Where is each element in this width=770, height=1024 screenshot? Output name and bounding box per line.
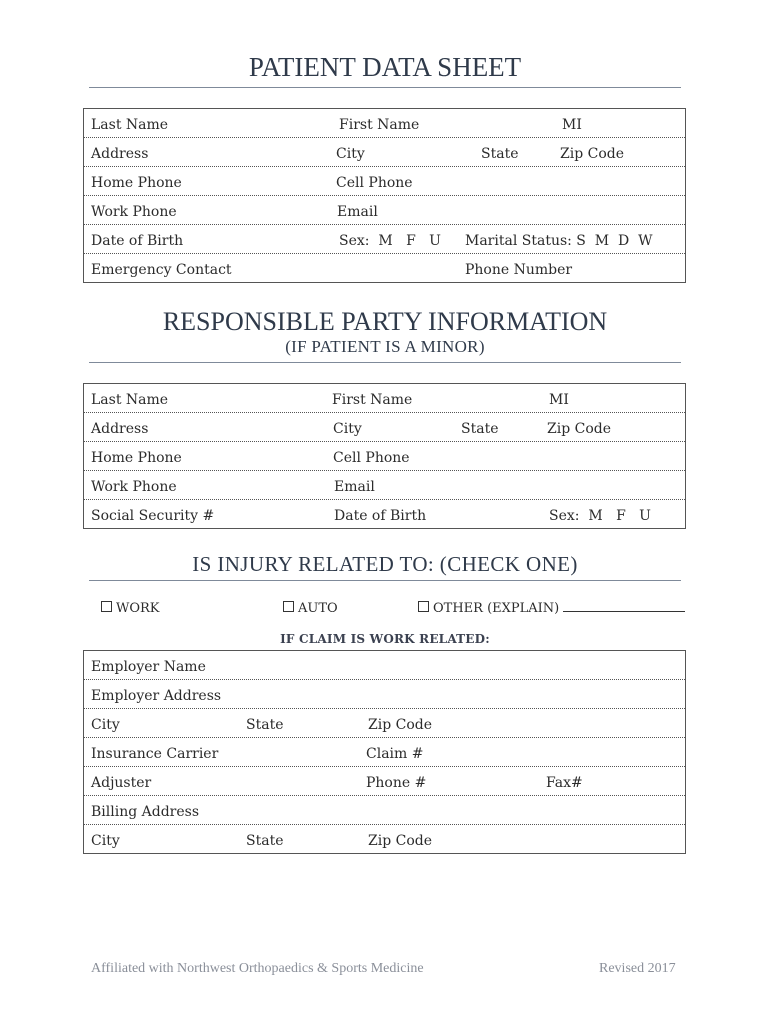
home-phone-field[interactable]: Home Phone [91, 175, 182, 191]
state-field[interactable]: State [481, 146, 519, 162]
rp-cell-phone-field[interactable]: Cell Phone [333, 450, 410, 466]
employer-zip-code-field[interactable]: Zip Code [368, 717, 433, 733]
employer-city-field[interactable]: City [91, 717, 120, 733]
employer-name-field[interactable]: Employer Name [91, 659, 206, 675]
form-row [84, 413, 685, 442]
form-row [84, 825, 685, 853]
title-divider [89, 362, 681, 363]
form-row [84, 196, 685, 225]
responsible-section-subtitle: (IF PATIENT IS A MINOR) [285, 337, 485, 356]
rp-home-phone-field[interactable]: Home Phone [91, 450, 182, 466]
rp-zip-code-field[interactable]: Zip Code [547, 421, 612, 437]
sex-field[interactable]: Sex: M F U [339, 233, 441, 249]
form-row [84, 738, 685, 767]
adjuster-field[interactable]: Adjuster [91, 775, 152, 791]
rp-date-of-birth-field[interactable]: Date of Birth [334, 508, 427, 524]
form-row [84, 709, 685, 738]
responsible-section-title: RESPONSIBLE PARTY INFORMATION [162, 307, 608, 336]
rp-state-field[interactable]: State [461, 421, 499, 437]
work-phone-field[interactable]: Work Phone [91, 204, 177, 220]
emergency-phone-field[interactable]: Phone Number [465, 262, 573, 278]
middle-initial-field[interactable]: MI [562, 117, 582, 133]
form-row [84, 767, 685, 796]
rp-middle-initial-field[interactable]: MI [549, 392, 569, 408]
work-option-label: WORK [116, 601, 160, 616]
form-row [84, 680, 685, 709]
form-row [84, 500, 685, 528]
city-field[interactable]: City [336, 146, 365, 162]
other-explain-line[interactable] [563, 601, 685, 612]
adjuster-phone-field[interactable]: Phone # [366, 775, 427, 791]
form-row [84, 254, 685, 282]
cell-phone-field[interactable]: Cell Phone [336, 175, 413, 191]
work-option[interactable] [101, 601, 160, 616]
form-row [84, 471, 685, 500]
rp-last-name-field[interactable]: Last Name [91, 392, 169, 408]
billing-address-field[interactable]: Billing Address [91, 804, 200, 820]
form-row [84, 384, 685, 413]
first-name-field[interactable]: First Name [339, 117, 420, 133]
emergency-contact-field[interactable]: Emergency Contact [91, 262, 232, 278]
form-row [84, 225, 685, 254]
title-divider [89, 580, 681, 581]
other-checkbox[interactable] [418, 601, 429, 612]
employer-state-field[interactable]: State [246, 717, 284, 733]
affiliation-footer: Affiliated with Northwest Orthopaedics & Sports Medicine [91, 961, 424, 976]
zip-code-field[interactable]: Zip Code [560, 146, 625, 162]
billing-city-field[interactable]: City [91, 833, 120, 849]
billing-state-field[interactable]: State [246, 833, 284, 849]
injury-section-title: IS INJURY RELATED TO: (CHECK ONE) [192, 552, 578, 576]
rp-address-field[interactable]: Address [91, 421, 149, 437]
auto-option[interactable] [283, 601, 338, 616]
other-option[interactable] [418, 601, 685, 616]
form-row [84, 651, 685, 680]
form-row [84, 442, 685, 471]
email-field[interactable]: Email [337, 204, 378, 220]
form-row [84, 138, 685, 167]
title-divider [89, 87, 681, 88]
responsible-party-table [83, 383, 686, 529]
form-row [84, 796, 685, 825]
patient-section-title: PATIENT DATA SHEET [248, 52, 522, 82]
rp-ssn-field[interactable]: Social Security # [91, 508, 215, 524]
address-field[interactable]: Address [91, 146, 149, 162]
billing-zip-code-field[interactable]: Zip Code [368, 833, 433, 849]
employer-address-field[interactable]: Employer Address [91, 688, 222, 704]
auto-checkbox[interactable] [283, 601, 294, 612]
form-row [84, 109, 685, 138]
auto-option-label: AUTO [298, 601, 338, 616]
work-checkbox[interactable] [101, 601, 112, 612]
last-name-field[interactable]: Last Name [91, 117, 169, 133]
rp-city-field[interactable]: City [333, 421, 362, 437]
revision-footer: Revised 2017 [599, 961, 676, 976]
rp-sex-field[interactable]: Sex: M F U [549, 508, 651, 524]
insurance-carrier-field[interactable]: Insurance Carrier [91, 746, 219, 762]
rp-email-field[interactable]: Email [334, 479, 375, 495]
marital-status-field[interactable]: Marital Status: S M D W [465, 233, 653, 249]
rp-work-phone-field[interactable]: Work Phone [91, 479, 177, 495]
adjuster-fax-field[interactable]: Fax# [546, 775, 583, 791]
work-claim-title: IF CLAIM IS WORK RELATED: [280, 632, 490, 646]
claim-number-field[interactable]: Claim # [366, 746, 424, 762]
work-claim-table [83, 650, 686, 854]
form-row [84, 167, 685, 196]
patient-info-table [83, 108, 686, 283]
rp-first-name-field[interactable]: First Name [332, 392, 413, 408]
other-option-label: OTHER (EXPLAIN) [433, 601, 560, 616]
date-of-birth-field[interactable]: Date of Birth [91, 233, 184, 249]
